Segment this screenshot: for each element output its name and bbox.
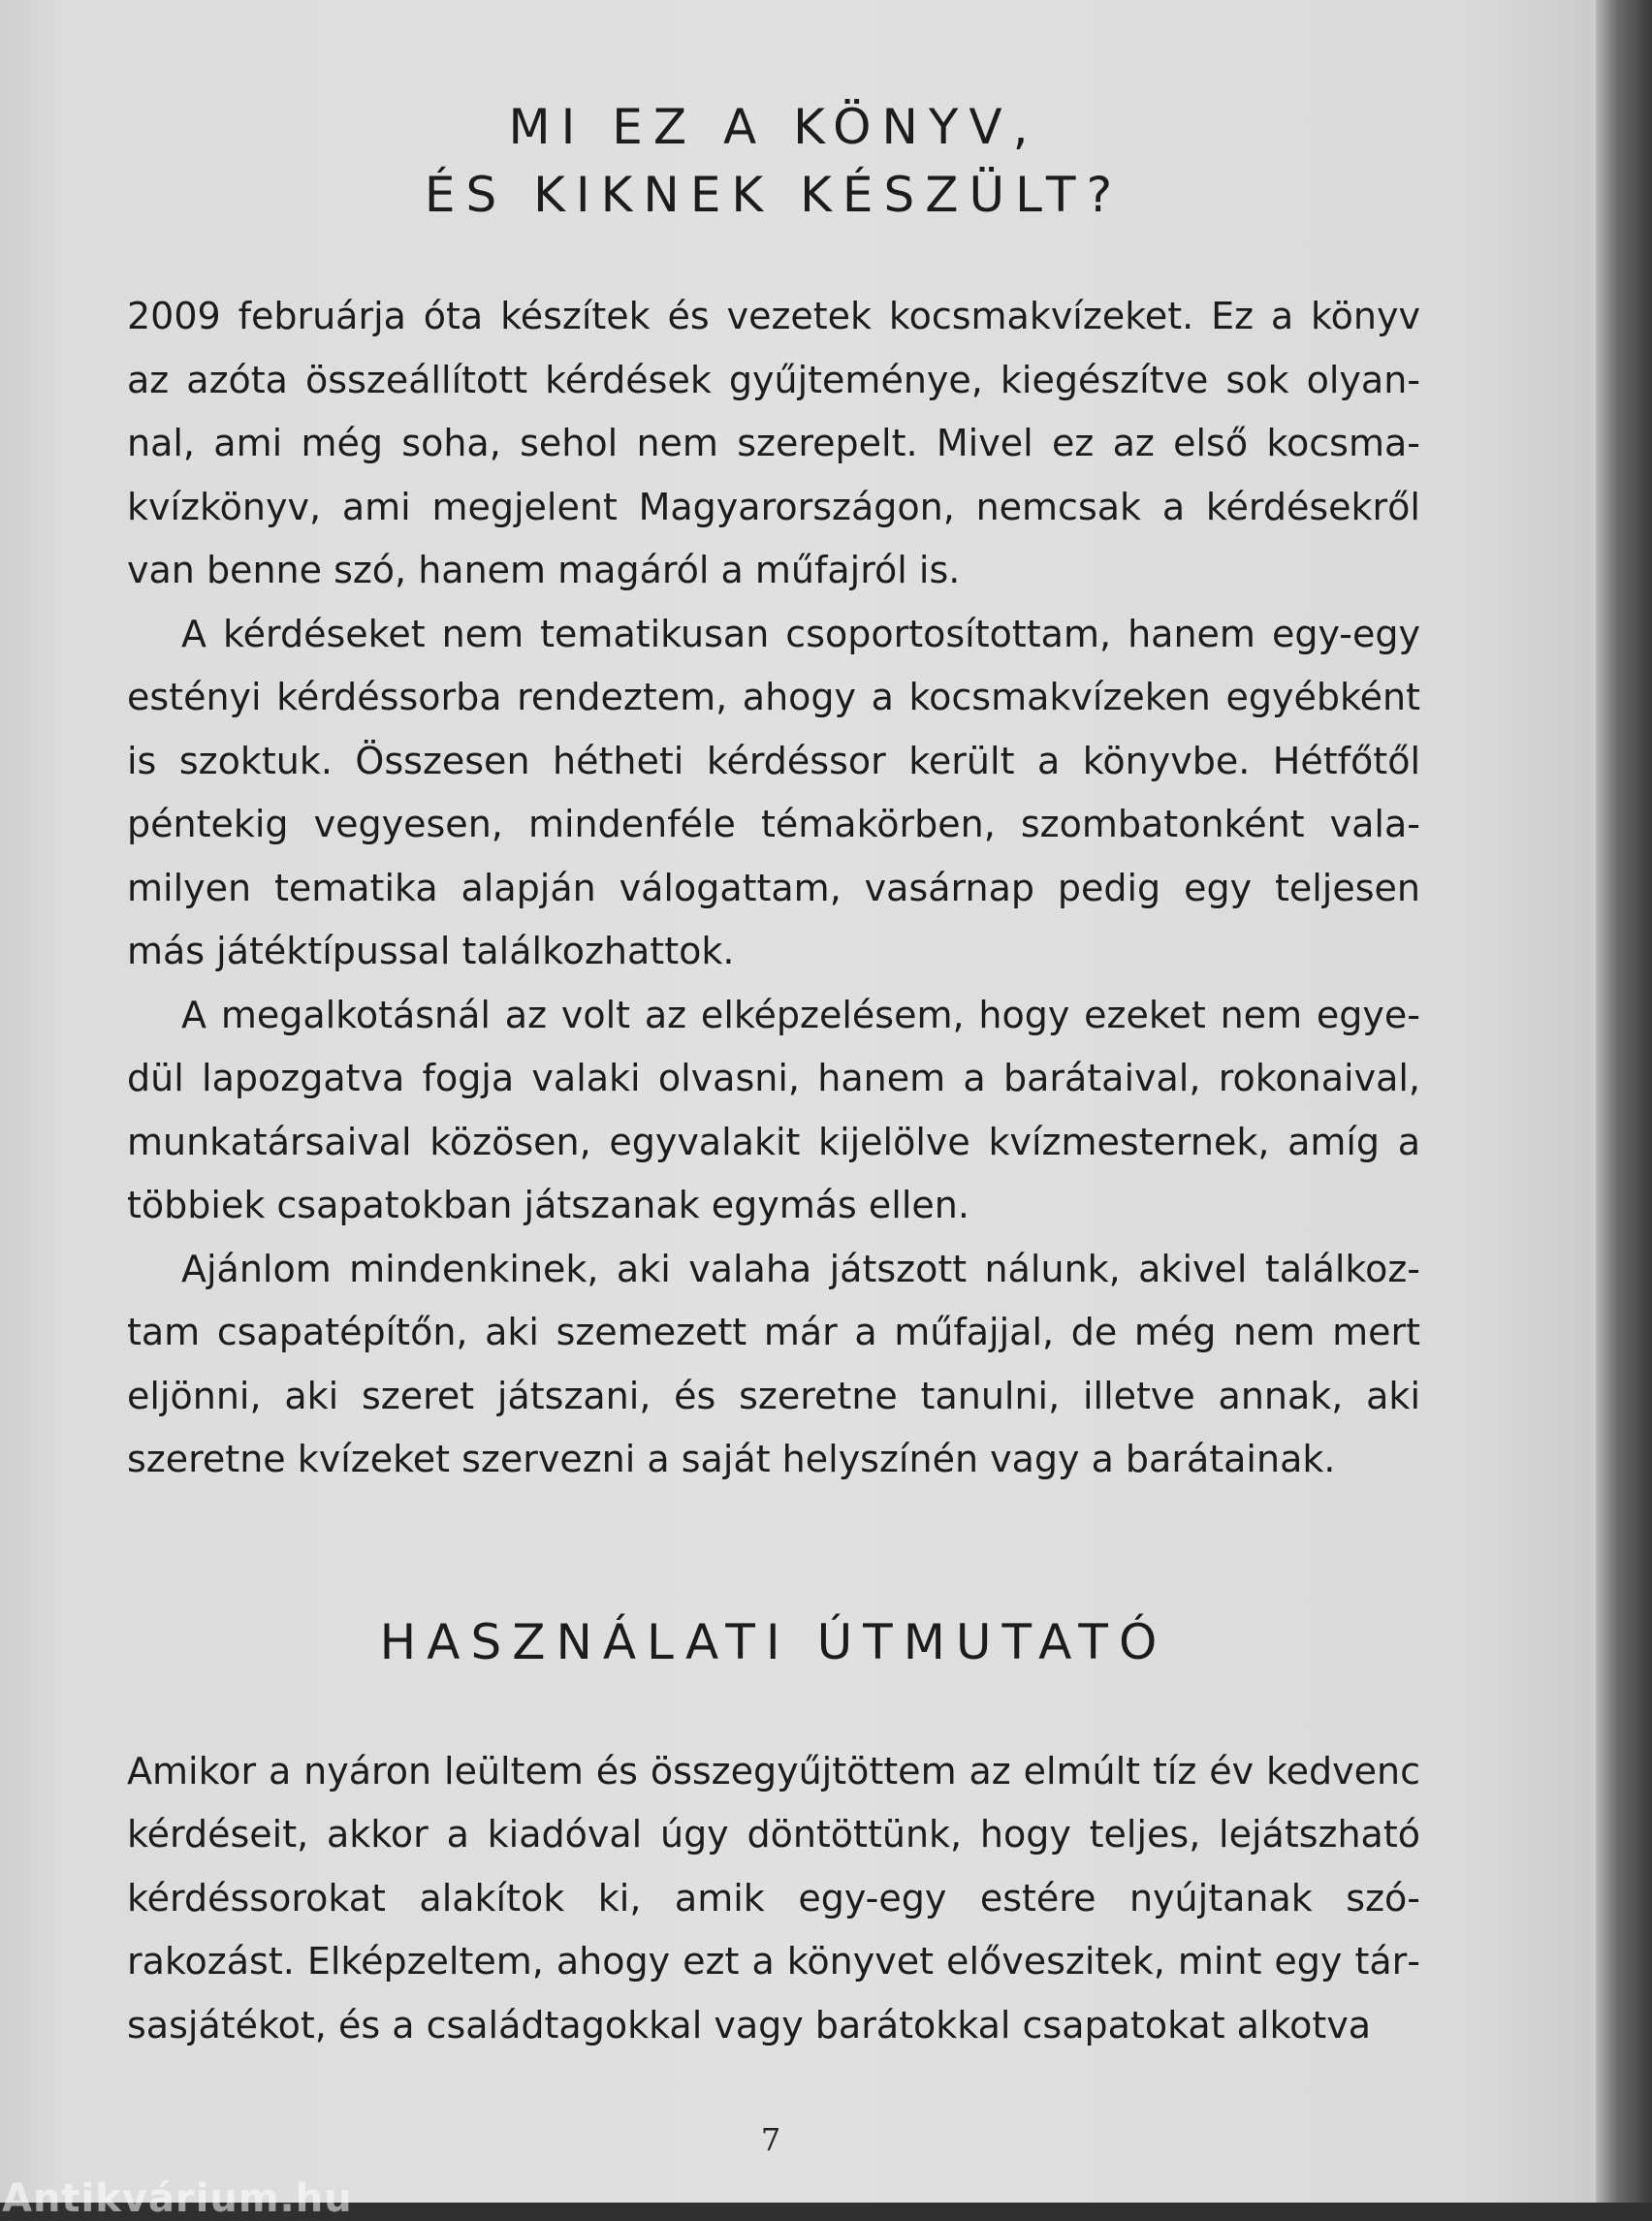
paragraph: Amikor a nyáron leültem és összegyűjtöttem az elmúlt tíz év kedvenc kérdéseit, akkor a kiadóval úgy döntöttünk, hogy teljes, lejátszható kérdéssorokat alakítok ki, amik egy-egy estére nyújtanak szórakozást. Elképzeltem, ahogy ezt a könyvet előveszitek, mint egy társasjátékot, és a családtagokkal vagy barátokkal csapatokat alkotva (127, 1749, 1420, 2046)
section-heading-about (127, 93, 1420, 229)
page-number: 7 (760, 2121, 781, 2158)
page-edge (1596, 0, 1652, 2203)
paragraph: A kérdéseket nem tematikusan csoportosítottam, hanem egy-egy estényi kérdéssorba rendeztem, ahogy a kocsmakvízeken egyébként is szoktuk. Összesen hétheti kérdéssor került a könyvbe. Hétfőtől péntekig vegyesen, mindenféle témakörben, szombatonként valamilyen tematika alapján válogattam, vasárnap pedig egy teljesen más játéktípussal találkozhattok. (127, 612, 1420, 972)
section-heading-guide: HASZNÁLATI ÚTMUTATÓ (379, 1613, 1168, 1670)
section-heading-about-line1: MI EZ A KÖNYV, (508, 99, 1039, 155)
paragraph: Ajánlom mindenkinek, aki valaha játszott nálunk, akivel találkoztam csapatépítőn, aki szemezett már a műfajjal, de még nem mert eljönni, aki szeret játszani, és szeretne tanulni, illetve annak, aki szeretne kvízeket szervezni a saját helyszínén vagy a barátainak. (127, 1247, 1420, 1480)
watermark: Antikvárium.hu (2, 2176, 353, 2221)
paragraph: 2009 februárja óta készítek és vezetek kocsmakvízeket. Ez a könyv az azóta összeállított kérdések gyűjteménye, kiegészítve sok olyannal, ami még soha, sehol nem szerepelt. Mivel ez az első kocsmakvízkönyv, ami megjelent Magyarországon, nemcsak a kérdésekről van benne szó, hanem magáról a műfajról is. (127, 295, 1420, 591)
page-content (127, 93, 1420, 2057)
paragraph: A megalkotásnál az volt az elképzelésem, hogy ezeket nem egyedül lapozgatva fogja valaki olvasni, hanem a barátaival, rokonaival, munkatársaival közösen, egyvalakit kijelölve kvízmesternek, amíg a többiek csapatokban játszanak egymás ellen. (127, 993, 1420, 1226)
section-heading-about-line2: ÉS KIKNEK KÉSZÜLT? (424, 167, 1124, 223)
